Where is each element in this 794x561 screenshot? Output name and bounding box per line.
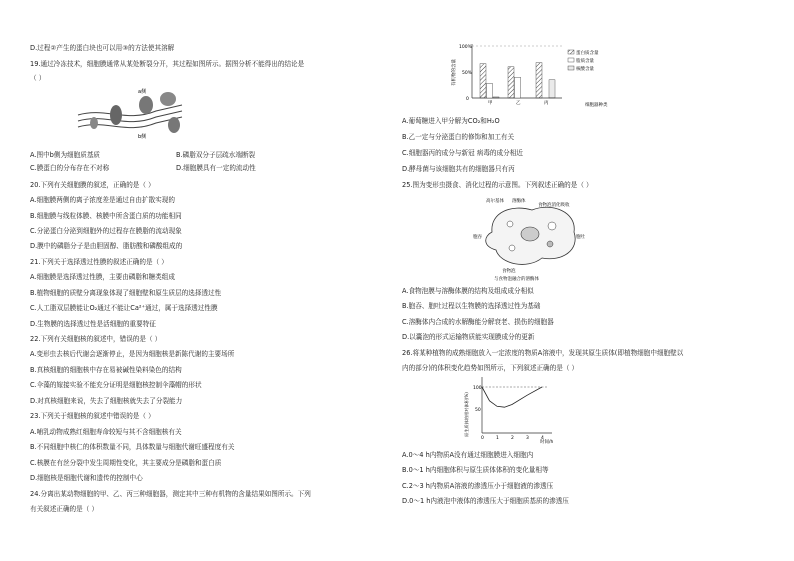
q26-stem-cont: 内的部分)的体积变化趋势如图所示，下列叙述正确的是（ ） (402, 364, 579, 372)
q26-option-c: C.2～3 h内物质A溶液的渗透压小于细胞液的渗透压 (402, 482, 554, 490)
q21-option-a: A.细胞膜是选择透过性膜，主要由磷脂和糖类组成 (30, 273, 175, 281)
legend-swatch-lipid (568, 58, 574, 62)
bar-甲-0 (480, 64, 486, 98)
q26-option-a: A.0～4 h内物质A没有通过细胞膜进入细胞内 (402, 451, 534, 459)
q21-option-c: C.人工脂双层膜能让O₂通过不能让Ca²⁺通过，属于选择透过性膜 (30, 304, 218, 312)
q23-stem: 23.下列关于细胞核的叙述中错误的是（ ） (30, 412, 155, 420)
volume-curve (482, 387, 542, 407)
q20-option-c: C.分泌蛋白分泌到细胞外的过程存在膜脂的流动现象 (30, 227, 182, 235)
q25-option-c: C.溶酶体内合成的水解酶能分解衰老、损伤的细胞器 (402, 318, 554, 326)
legend-swatch-nucleic (568, 66, 574, 70)
bar-乙-0 (508, 67, 514, 98)
protoplast-volume-chart (462, 373, 572, 445)
q22-option-a: A.变形虫去核后代谢会逐渐停止，是因为细胞核是新陈代谢的主要场所 (30, 350, 235, 358)
q19-option-b: B.磷脂双分子层疏水端断裂 (176, 151, 256, 159)
q21-option-d: D.生物膜的选择透过性是活细胞的重要特征 (30, 320, 156, 328)
label-endocytosis: 胞吞 (473, 235, 482, 240)
line-xlabel: 时间/h (540, 440, 554, 445)
q20-stem: 20.下列有关细胞膜的叙述，正确的是（ ） (30, 181, 155, 189)
q19-option-c: C.膜蛋白的分布存在不对称 (30, 164, 110, 172)
bar-甲-2 (493, 97, 499, 98)
q24-option-d: D.酵母菌与该细胞共有的细胞器只有丙 (402, 165, 515, 173)
q26-option-b: B.0～1 h内细胞体积与原生质体体积的变化量相等 (402, 466, 549, 474)
q21-option-b: B.植物细胞的质壁分离现象体现了细胞壁和原生质层的选择透过性 (30, 289, 222, 297)
q23-option-c: C.核膜在有丝分裂中发生周期性变化，其主要成分是磷脂和蛋白质 (30, 459, 222, 467)
q24-stem: 24.分离出某动物细胞的甲、乙、丙三种细胞器，测定其中三种有机物的含量结果如图所示。下列 (30, 490, 311, 498)
q20-option-a: A.细胞膜两侧的离子浓度差是通过自由扩散实现的 (30, 196, 175, 204)
q26-stem: 26.将某种植物的成熟细胞放入一定浓度的物质A溶液中，发现其原生质体(即植物细胞中细胞壁以 (402, 349, 684, 357)
line-xtick: 1 (496, 436, 499, 441)
bar-category-label: 甲 (488, 101, 493, 106)
label-fused-lysosome: 与食物泡融合的溶酶体 (494, 277, 539, 282)
amoeba-digestion-diagram (472, 192, 592, 282)
line-ytick-50: 50 (475, 408, 481, 413)
q24-option-b: B.乙一定与分泌蛋白的修饰和加工有关 (402, 133, 515, 141)
label-lysosome: 溶酶体 (512, 199, 526, 204)
q25-option-a: A.食物泡膜与溶酶体膜的结构及组成成分相似 (402, 287, 534, 295)
bar-甲-1 (487, 83, 493, 98)
line-xtick: 0 (481, 436, 484, 441)
line-xtick: 2 (511, 436, 514, 441)
bar-category-label: 丙 (544, 101, 549, 106)
line-xtick: 4 (541, 436, 544, 441)
line-ytick-100: 100 (473, 386, 482, 391)
q19-paren: （ ） (30, 74, 46, 82)
q21-stem: 21.下列关于选择透过性膜的叙述正确的是（ ） (30, 258, 168, 266)
a-side-label: a侧 (138, 89, 147, 95)
q23-option-d: D.细胞核是细胞代谢和遗传的控制中心 (30, 474, 143, 482)
legend-swatch-protein (568, 50, 574, 54)
q22-option-c: C.伞藻的嫁接实验不能充分证明是细胞核控制伞藻帽的形状 (30, 381, 202, 389)
q19-option-a: A.图中b侧为细胞质基质 (30, 151, 101, 159)
q24-stem-cont: 有关叙述正确的是（ ） (30, 505, 99, 513)
q20-option-d: D.膜中的磷脂分子是由胆固醇、脂肪酸和磷酸组成的 (30, 242, 183, 250)
bar-ytick-50: 50% (462, 71, 473, 76)
q23-option-a: A.哺乳动物成熟红细胞寿命较短与其不含细胞核有关 (30, 428, 182, 436)
bar-丙-0 (536, 63, 542, 98)
b-side-label: b侧 (138, 134, 147, 140)
label-golgi: 高尔基体 (486, 199, 504, 204)
line-xtick: 3 (526, 436, 529, 441)
q24-option-c: C.细胞器丙的成分与新冠 病毒的成分相近 (402, 149, 523, 157)
bar-ytick-0: 0 (466, 97, 469, 102)
q24-option-a: A.葡萄糖进入甲分解为CO₂和H₂O (402, 117, 500, 125)
line-ylabel: 原生质体的相对体积(%) (464, 392, 469, 437)
bar-乙-1 (515, 77, 521, 98)
bar-category-label: 乙 (516, 101, 521, 106)
label-food-vacuole: 食物泡 (502, 269, 516, 274)
bar-丙-2 (549, 80, 555, 98)
q18-option-d: D.过程②产生的蛋白块也可以用③的方法使其溶解 (30, 44, 175, 52)
bar-xlabel: 细胞器种类 (585, 103, 608, 108)
label-exocytosis: 胞吐 (576, 235, 585, 240)
legend-lipid: 脂质含量 (576, 59, 594, 64)
q20-option-b: B.细胞膜与线粒体膜、核膜中所含蛋白质的功能相同 (30, 212, 182, 220)
legend-protein: 蛋白质含量 (576, 51, 599, 56)
legend-nucleic: 核酸含量 (576, 67, 594, 72)
q23-option-b: B.不同细胞中核仁的体积数量不同，具体数量与细胞代谢旺盛程度有关 (30, 443, 235, 451)
bar-ylabel: 有机物的含量 (452, 59, 457, 86)
label-digestion: 食物泡消化吸收 (538, 203, 570, 208)
membrane-freeze-fracture-diagram (76, 85, 186, 140)
q22-option-b: B.真核细胞的细胞核中存在易被碱性染料染色的结构 (30, 366, 182, 374)
q22-option-d: D.对真核细胞来说，失去了细胞核就失去了分裂能力 (30, 397, 183, 405)
q19-stem: 19.通过冷冻技术，细胞膜通常从某处断裂分开，其过程如图所示。据图分析不能得出的结论是 (30, 60, 305, 68)
q25-option-d: D.以囊泡的形式运输物质能实现膜成分的更新 (402, 333, 535, 341)
q26-option-d: D.0～1 h内液泡中液体的渗透压大于细胞质基质的渗透压 (402, 497, 569, 505)
q22-stem: 22.下列有关细胞核的叙述中，错误的是（ ） (30, 335, 162, 343)
bar-ytick-100: 100% (459, 45, 472, 50)
q19-option-d: D.细胞膜具有一定的流动性 (176, 164, 256, 172)
q25-stem: 25.图为变形虫摄食、消化过程的示意图。下列叙述正确的是（ ） (402, 181, 593, 189)
organelle-bar-chart (450, 38, 690, 110)
q25-option-b: B.胞吞、胞吐过程以生物膜的选择透过性为基础 (402, 302, 541, 310)
